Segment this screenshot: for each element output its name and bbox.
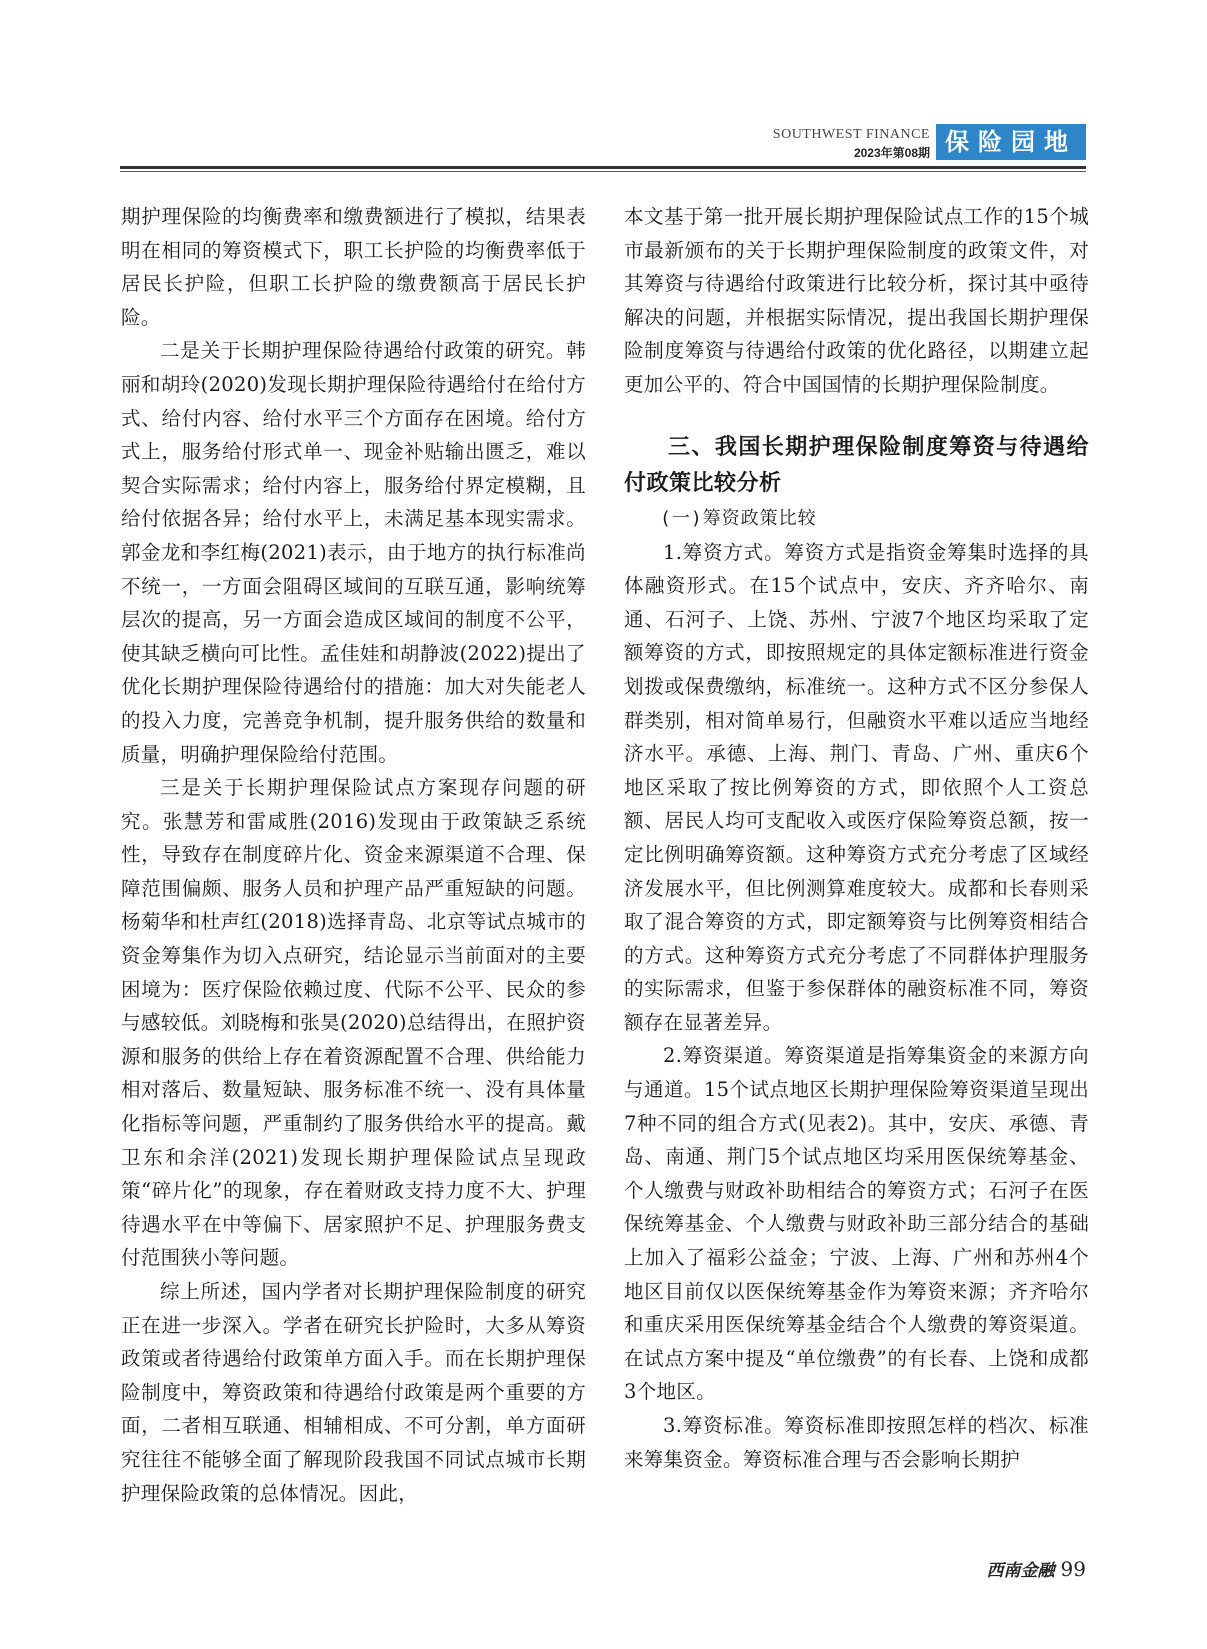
paragraph: 二是关于长期护理保险待遇给付政策的研究。韩丽和胡玲(2020)发现长期护理保险待遇给付在给付方式、给付内容、给付水平三个方面存在困境。给付方式上，服务给付形式单一、现金补贴输出匮乏，难以契合实际需求；给付内容上，服务给付界定模糊，且给付依据各异；给付水平上，未满足基本现实需求。郭金龙和李红梅(2021)表示，由于地方的执行标准尚不统一，一方面会阻碍区域间的互联互通，影响统筹层次的提高，另一方面会造成区域间的制度不公平，使其缺乏横向可比性。孟佳娃和胡静波(2022)提出了优化长期护理保险待遇给付的措施：加大对失能老人的投入力度，完善竞争机制，提升服务供给的数量和质量，明确护理保险给付范围。 <box>121 339 586 766</box>
paragraph: 3.筹资标准。筹资标准即按照怎样的档次、标准来筹集资金。筹资标准合理与否会影响长期护 <box>624 1414 1089 1471</box>
section-heading: 三、我国长期护理保险制度筹资与待遇给付政策比较分析 <box>624 434 1089 496</box>
page-footer <box>960 1556 1086 1581</box>
paragraph: 综上所述，国内学者对长期护理保险制度的研究正在进一步深入。学者在研究长护险时，大多从筹资政策或者待遇给付政策单方面入手。而在长期护理保险制度中，筹资政策和待遇给付政策是两个重要的方面，二者相互联通、相辅相成、不可分割，单方面研究往往不能够全面了解现阶段我国不同试点城市长期护理保险政策的总体情况。因此， <box>121 1280 586 1505</box>
journal-chinese-name: 西南金融 <box>986 1561 1055 1581</box>
header-rule-thin <box>120 171 1086 172</box>
section-tag: 保险园地 <box>936 124 1086 160</box>
right-column <box>624 200 1089 1476</box>
journal-english-name: SOUTHWEST FINANCE <box>772 127 930 142</box>
paragraph: 本文基于第一批开展长期护理保险试点工作的15个城市最新颁布的关于长期护理保险制度的政策文件，对其筹资与待遇给付政策进行比较分析，探讨其中亟待解决的问题，并根据实际情况，提出我国长期护理保险制度筹资与待遇给付政策的优化路径，以期建立起更加公平的、符合中国国情的长期护理保险制度。 <box>624 205 1089 396</box>
subsection-heading: (一)筹资政策比较 <box>660 507 817 529</box>
header-rule <box>120 166 1086 169</box>
paragraph: 2.筹资渠道。筹资渠道是指筹集资金的来源方向与通道。15个试点地区长期护理保险筹资渠道呈现出7种不同的组合方式(见表2)。其中，安庆、承德、青岛、南通、荆门5个试点地区均采用医保统筹基金、个人缴费与财政补助相结合的筹资方式；石河子在医保统筹基金、个人缴费与财政补助三部分结合的基础上加入了福彩公益金；宁波、上海、广州和苏州4个地区目前仅以医保统筹基金作为筹资来源；齐齐哈尔和重庆采用医保统筹基金结合个人缴费的筹资渠道。在试点方案中提及“单位缴费”的有长春、上饶和成都3个地区。 <box>624 1044 1089 1404</box>
paragraph: 三是关于长期护理保险试点方案现存问题的研究。张慧芳和雷咸胜(2016)发现由于政策缺乏系统性，导致存在制度碎片化、资金来源渠道不合理、保障范围偏颇、服务人员和护理产品严重短缺的问题。杨菊华和杜声红(2018)选择青岛、北京等试点城市的资金筹集作为切入点研究，结论显示当前面对的主要困境为：医疗保险依赖过度、代际不公平、民众的参与感较低。刘晓梅和张昊(2020)总结得出，在照护资源和服务的供给上存在着资源配置不合理、供给能力相对落后、数量短缺、服务标准不统一、没有具体量化指标等问题，严重制约了服务供给水平的提高。戴卫东和余洋(2021)发现长期护理保险试点呈现政策“碎片化”的现象，存在着财政支持力度不大、护理待遇水平在中等偏下、居家照护不足、护理服务费支付范围狭小等问题。 <box>121 776 586 1270</box>
paragraph: 1.筹资方式。筹资方式是指资金筹集时选择的具体融资形式。在15个试点中，安庆、齐齐哈尔、南通、石河子、上饶、苏州、宁波7个地区均采取了定额筹资的方式，即按照规定的具体定额标准进行资金划拨或保费缴纳，标准统一。这种方式不区分参保人群类别，相对简单易行，但融资水平难以适应当地经济水平。承德、上海、荆门、青岛、广州、重庆6个地区采取了按比例筹资的方式，即依照个人工资总额、居民人均可支配收入或医疗保险筹资总额，按一定比例明确筹资额。这种筹资方式充分考虑了区域经济发展水平，但比例测算难度较大。成都和长春则采取了混合筹资的方式，即定额筹资与比例筹资相结合的方式。这种筹资方式充分考虑了不同群体护理服务的实际需求，但鉴于参保群体的融资标准不同，筹资额存在显著差异。 <box>624 540 1089 1034</box>
paragraph: 期护理保险的均衡费率和缴费额进行了模拟，结果表明在相同的筹资模式下，职工长护险的均衡费率低于居民长护险，但职工长护险的缴费额高于居民长护险。 <box>121 205 586 329</box>
page-number: 99 <box>1060 1557 1086 1581</box>
left-column <box>121 200 586 1510</box>
issue-label: 2023年第08期 <box>853 146 930 160</box>
